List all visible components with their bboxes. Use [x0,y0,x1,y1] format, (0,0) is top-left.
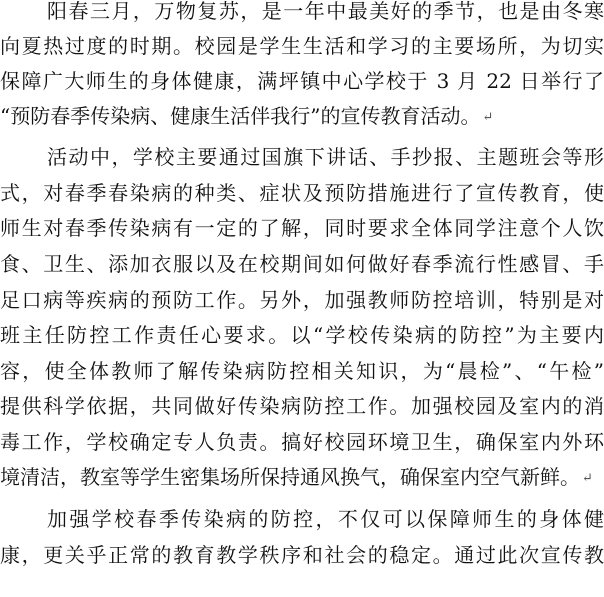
paragraph-2-line-4: 食、卫生、添加衣服以及在校期间如何做好春季流行性感冒、手 [0,252,604,276]
paragraph-2-line-9: 毒工作，学校确定专人负责。搞好校园环境卫生，确保室内外环 [0,430,604,454]
paragraph-mark-icon: ↵ [582,470,593,486]
paragraph-2-line-3: 师生对春季传染病有一定的了解，同时要求全体同学注意个人饮 [0,216,604,240]
paragraph-3-line-1: 加强学校春季传染病的防控，不仅可以保障师生的身体健 [47,507,604,531]
paragraph-2-line-7: 容，使全体教师了解传染病防控相关知识，为“晨检”、“午检” [0,359,604,383]
paragraph-3-line-2: 康，更关乎正常的教育教学秩序和社会的稳定。通过此次宣传教 [0,543,604,567]
paragraph-2-line-10-text: 境清洁，教室等学生密集场所保持通风换气，确保室内空气新鲜。 [0,465,580,489]
paragraph-2-line-6: 班主任防控工作责任心要求。以“学校传染病的防控”为主要内 [0,323,604,347]
paragraph-1-line-3: 保障广大师生的身体健康，满坪镇中心学校于 3 月 22 日举行了 [0,69,604,93]
paragraph-2-line-5: 足口病等疾病的预防工作。另外，加强教师防控培训，特别是对 [0,288,604,312]
paragraph-1-line-4 [0,101,604,131]
paragraph-mark-icon: ↵ [482,109,494,125]
paragraph-2-line-10 [0,462,604,492]
paragraph-1-line-2: 向夏热过度的时期。校园是学生生活和学习的主要场所，为切实 [0,34,604,58]
paragraph-2-line-2: 式，对春季春染病的种类、症状及预防措施进行了宣传教育，使 [0,181,604,205]
paragraph-2-line-1: 活动中，学校主要通过国旗下讲话、手抄报、主题班会等形 [47,145,604,169]
paragraph-2-line-8: 提供科学依据，共同做好传染病防控工作。加强校园及室内的消 [0,394,604,418]
paragraph-1-line-4-text: “预防春季传染病、健康生活伴我行”的宣传教育活动。 [0,104,481,128]
paragraph-1-line-1: 阳春三月，万物复苏，是一年中最美好的季节，也是由冬寒 [47,0,604,23]
